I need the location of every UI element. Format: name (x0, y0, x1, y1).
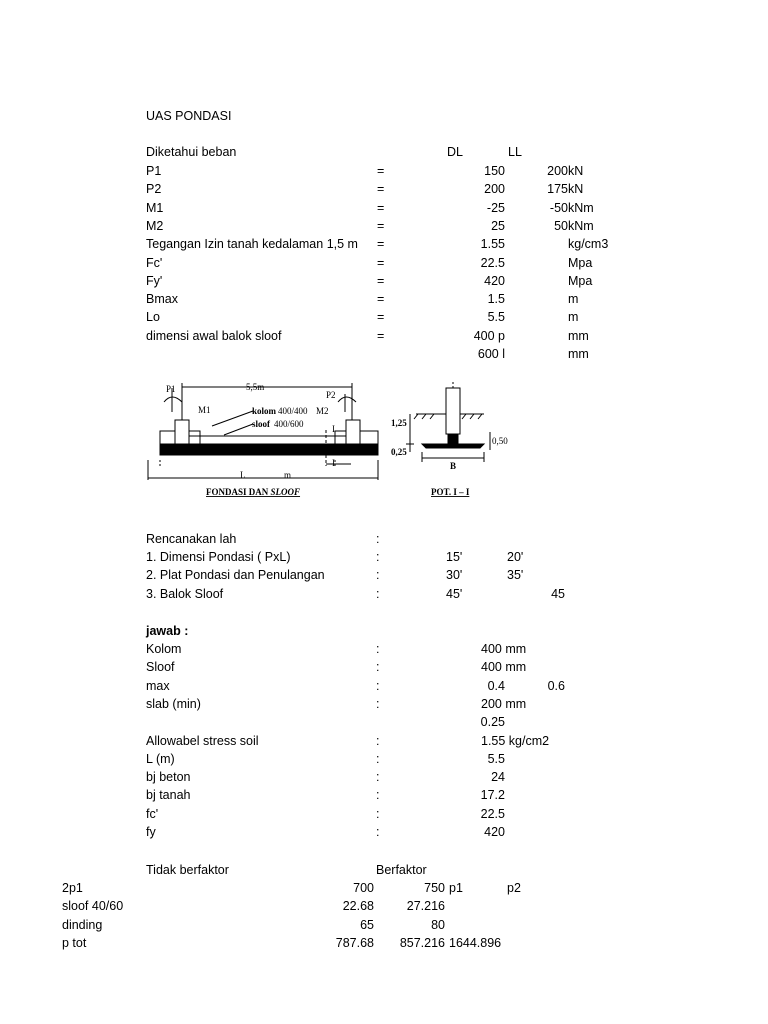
answer-row-sep: : (376, 733, 380, 748)
load-row-unit: Mpa (568, 273, 593, 288)
answer-row-value: 24 (491, 770, 505, 785)
fig-dim-050: 0,50 (492, 436, 508, 446)
load-row-sep: = (377, 328, 385, 343)
plan-heading-sep: : (376, 532, 380, 546)
answer-row-sep: : (376, 788, 380, 803)
answer-row-value: 420 (484, 825, 505, 839)
plan-item-label: 2. Plat Pondasi dan Penulangan (146, 568, 325, 583)
fig-kolom-label: kolom (252, 406, 277, 416)
load-row-label: Lo (146, 310, 160, 325)
load-row-sep: = (377, 200, 385, 215)
load-row-dl: 600 l (477, 347, 505, 361)
loads-row-label: sloof 40/60 (62, 899, 124, 914)
answer-row-sep: : (376, 678, 380, 693)
plan-heading: Rencanakan lah (146, 532, 237, 546)
dl-header: DL (447, 145, 463, 159)
answer-row-label: fy (146, 825, 156, 839)
answer-row-label: slab (min) (146, 696, 201, 711)
fig-dim-b: B (450, 461, 457, 471)
plan-item-a: 30' (446, 568, 463, 583)
load-row-sep: = (377, 164, 385, 178)
loads-row-label: 2p1 (62, 881, 83, 895)
answer-row-label: fc' (146, 806, 159, 821)
load-row-unit: kNm (568, 218, 594, 233)
answer-row-value: 0.4 (487, 678, 505, 693)
foundation-figure (146, 380, 516, 508)
answer-row-sep: : (376, 770, 380, 785)
answer-row-label: bj tanah (146, 788, 191, 803)
answer-row-value: 200 mm (481, 696, 527, 711)
fig-caption-right: POT. I – I (431, 487, 470, 497)
load-row-dl: 1.5 (487, 292, 505, 307)
loads-row-factored: 80 (431, 917, 445, 932)
loads-row-unfactored: 22.68 (342, 899, 374, 914)
fig-kolom-size: 400/400 (278, 406, 308, 416)
load-row-ll: -50 (549, 200, 568, 215)
load-row-unit: mm (568, 328, 589, 343)
loads-row-extra2: p2 (507, 881, 521, 895)
load-row-label: Fy' (146, 273, 163, 288)
load-row-sep: = (377, 182, 385, 197)
fig-p2: P2 (326, 390, 336, 400)
loads-row-unfactored: 65 (360, 917, 374, 932)
load-row-ll: 200 (547, 164, 568, 178)
answer-row-value: 400 mm (481, 660, 527, 675)
fig-sloof-label: sloof (252, 419, 270, 429)
answer-row-sep: : (376, 806, 380, 821)
load-row-unit: kg/cm3 (568, 237, 609, 252)
plan-item-label: 3. Balok Sloof (146, 586, 224, 601)
answer-row-sep: : (376, 825, 380, 839)
load-row-label: M2 (146, 218, 164, 233)
load-row-dl: 5.5 (487, 310, 505, 325)
fig-caption-left: FONDASI DAN SLOOF (206, 487, 301, 497)
answer-row-sep: : (376, 660, 380, 675)
load-row-sep: = (377, 218, 385, 233)
fig-L: L (240, 470, 246, 480)
answer-row-label: bj beton (146, 770, 191, 785)
plan-item-c: 45 (551, 586, 565, 601)
load-row-sep: = (377, 273, 385, 288)
load-row-label: P1 (146, 164, 162, 178)
answer-row-label: L (m) (146, 751, 175, 766)
load-row-label: P2 (146, 182, 162, 197)
fig-dim-125: 1,25 (391, 418, 407, 428)
fig-span: 5,5m (246, 382, 265, 392)
plan-item-b: 35' (507, 568, 524, 583)
answer-heading: jawab : (146, 624, 189, 638)
loads-row-label: p tot (62, 935, 87, 950)
load-row-unit: kN (568, 164, 584, 178)
plan-item-sep: : (376, 586, 380, 601)
plan-item-sep: : (376, 550, 380, 564)
loads-row-factored: 857.216 (399, 935, 445, 950)
load-row-unit: kNm (568, 200, 594, 215)
fig-dim-025: 0,25 (391, 447, 407, 457)
load-row-dl: 200 (484, 182, 505, 197)
fig-sloof-size: 400/600 (274, 419, 304, 429)
answer-row-value: 22.5 (480, 806, 505, 821)
load-row-unit: Mpa (568, 255, 593, 270)
answer-row-value: 17.2 (480, 788, 505, 803)
load-row-unit: mm (568, 347, 589, 361)
loads-header-unfactored: Tidak berfaktor (146, 863, 229, 877)
fig-m: m (284, 470, 292, 480)
plan-item-a: 45' (446, 586, 463, 601)
load-row-label: dimensi awal balok sloof (146, 328, 282, 343)
fig-m2: M2 (316, 406, 329, 416)
loads-row-unfactored: 787.68 (335, 935, 374, 950)
answer-row-label: Sloof (146, 660, 175, 675)
load-row-label: Bmax (146, 292, 178, 307)
fig-m1: M1 (198, 405, 211, 415)
plan-item-a: 15' (446, 550, 463, 564)
load-row-dl: 1.55 (480, 237, 505, 252)
loads-row-extra: p1 (449, 881, 463, 895)
fig-cut-top: I (332, 424, 335, 434)
load-row-label: Fc' (146, 255, 163, 270)
answer-row-sep: : (376, 642, 380, 656)
load-row-unit: kN (568, 182, 584, 197)
load-row-dl: 22.5 (480, 255, 505, 270)
load-row-label: M1 (146, 200, 164, 215)
page-title: UAS PONDASI (146, 109, 232, 123)
load-row-sep: = (377, 310, 385, 325)
answer-row-value: 0.25 (480, 715, 505, 730)
load-table-heading: Diketahui beban (146, 145, 237, 159)
load-row-ll: 175 (547, 182, 568, 197)
load-row-unit: m (568, 310, 579, 325)
load-row-sep: = (377, 237, 385, 252)
load-row-unit: m (568, 292, 579, 307)
load-row-label: Tegangan Izin tanah kedalaman 1,5 m (146, 237, 358, 252)
loads-row-extra: 1644.896 (449, 935, 502, 950)
load-row-dl: 150 (484, 164, 505, 178)
answer-row-label: max (146, 678, 170, 693)
answer-row-value: 1.55 kg/cm2 (481, 733, 550, 748)
load-row-sep: = (377, 292, 385, 307)
loads-row-unfactored: 700 (353, 881, 374, 895)
load-row-dl: 400 p (473, 328, 505, 343)
answer-row-label: Kolom (146, 642, 182, 656)
loads-row-label: dinding (62, 917, 103, 932)
load-row-sep: = (377, 255, 385, 270)
loads-row-factored: 750 (424, 881, 445, 895)
answer-row-sep: : (376, 751, 380, 766)
fig-p1: P1 (166, 384, 176, 394)
answer-row-value: 5.5 (487, 751, 505, 766)
load-row-ll: 50 (554, 218, 568, 233)
plan-item-label: 1. Dimensi Pondasi ( PxL) (146, 550, 291, 564)
answer-row-sep: : (376, 696, 380, 711)
load-row-dl: -25 (486, 200, 505, 215)
loads-row-factored: 27.216 (406, 899, 445, 914)
answer-row-extra: 0.6 (547, 678, 565, 693)
load-row-dl: 420 (484, 273, 505, 288)
load-row-dl: 25 (491, 218, 505, 233)
plan-item-sep: : (376, 568, 380, 583)
answer-row-label: Allowabel stress soil (146, 733, 259, 748)
answer-row-value: 400 mm (481, 642, 527, 656)
plan-item-b: 20' (507, 550, 524, 564)
fig-cut-bottom: I (332, 458, 335, 468)
loads-header-factored: Berfaktor (376, 863, 427, 877)
ll-header: LL (508, 145, 522, 159)
